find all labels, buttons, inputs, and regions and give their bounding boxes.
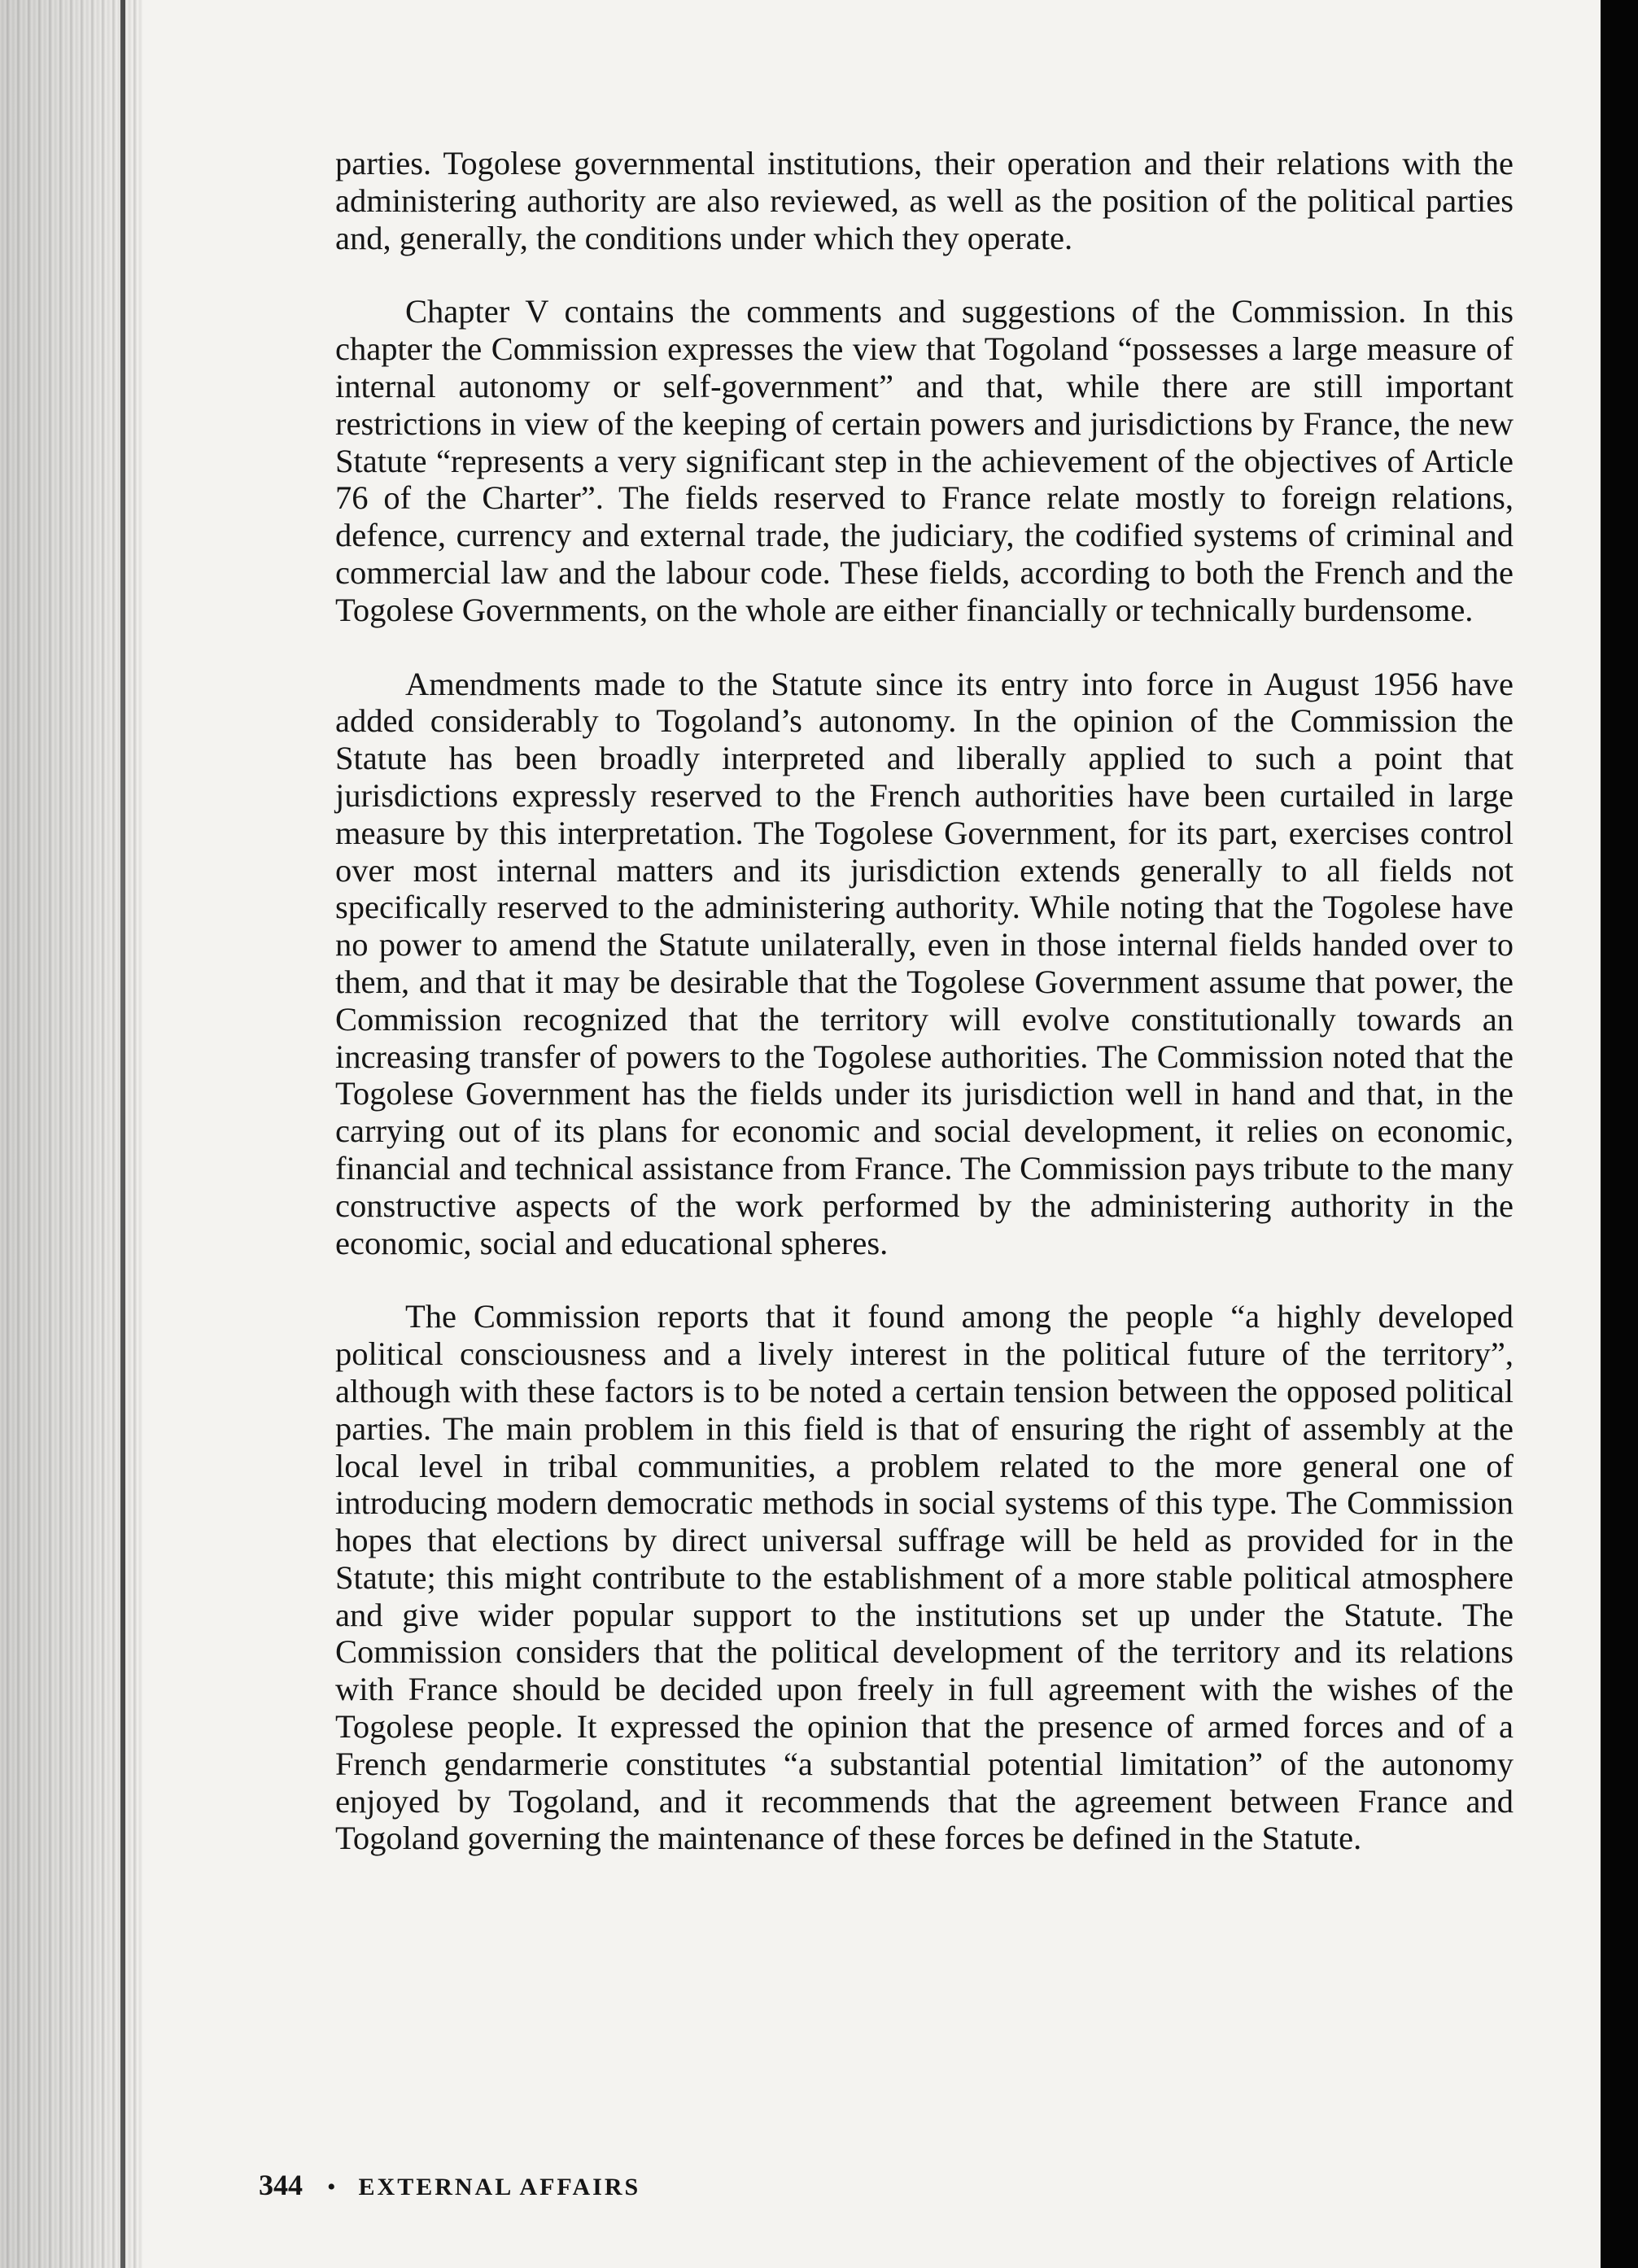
- page-number: 344: [259, 2169, 303, 2201]
- paragraph-amendments: Amendments made to the Statute since its entry into force in August 1956 have added considerably to Togoland’s autonomy. In the opinion of the Commission the Statute has been broadly interpreted and liberally applied to such a point that jurisdictions expressly reserved to the French authorities have been curtailed in large measure by this interpretation. The Togolese Government, for its part, exercises control over most internal matters and its jurisdiction extends generally to all fields not specifically reserved to the administering authority. While noting that the Togolese have no power to amend the Statute unilaterally, even in those internal fields handed over to them, and that it may be desirable that the Togolese Government assume that power, the Commission recognized that the territory will evolve constitutionally towards an increasing transfer of powers to the Togolese authorities. The Commission noted that the Togolese Government has the fields under its jurisdiction well in hand and that, in the carrying out of its plans for economic and social development, it relies on economic, financial and technical assistance from France. The Commission pays tribute to the many constructive aspects of the work performed by the administering authority in the economic, social and educational spheres.: [335, 665, 1514, 1261]
- paragraph-chapter-v: Chapter V contains the comments and suggestions of the Commission. In this chapter the Commission expresses the view that Togoland “possesses a large measure of internal autonomy or self-government” and that, while there are still important restrictions in view of the keeping of certain powers and jurisdictions by France, the new Statute “represents a very significant step in the achievement of the objectives of Article 76 of the Charter”. The fields reserved to France relate mostly to foreign relations, defence, currency and external trade, the judiciary, the codified systems of criminal and commercial law and the labour code. These fields, according to both the French and the Togolese Governments, on the whole are either financially or technically burdensome.: [335, 293, 1514, 628]
- page-footer: [259, 2168, 640, 2202]
- footer-bullet: •: [327, 2174, 336, 2200]
- scan-right-border: [1601, 0, 1638, 2268]
- paragraph-continued: parties. Togolese governmental institutions, their operation and their relations with the administering authority are also reviewed, as well as the position of the political parties and, generally, the conditions under which they operate.: [335, 145, 1514, 256]
- scan-binding-line: [120, 0, 125, 2268]
- publication-name: EXTERNAL AFFAIRS: [358, 2174, 641, 2200]
- paragraph-commission-reports: The Commission reports that it found among the people “a highly developed political consciousness and a lively interest in the political future of the territory”, although with these factors is to be noted a certain tension between the opposed political parties. The main problem in this field is that of ensuring the right of assembly at the local level in tribal communities, a problem related to the more general one of introducing modern democratic methods in social systems of this type. The Commission hopes that elections by direct universal suffrage will be held as provided for in the Statute; this might contribute to the establishment of a more stable political atmosphere and give wider popular support to the institutions set up under the Statute. The Commission considers that the political development of the territory and its relations with France should be decided upon freely in full agreement with the wishes of the Togolese people. It expressed the opinion that the presence of armed forces and of a French gendarmerie constitutes “a substantial potential limitation” of the autonomy enjoyed by Togoland, and it recommends that the agreement between France and Togoland governing the maintenance of these forces be defined in the Statute.: [335, 1298, 1514, 1857]
- page-body: [335, 145, 1514, 1894]
